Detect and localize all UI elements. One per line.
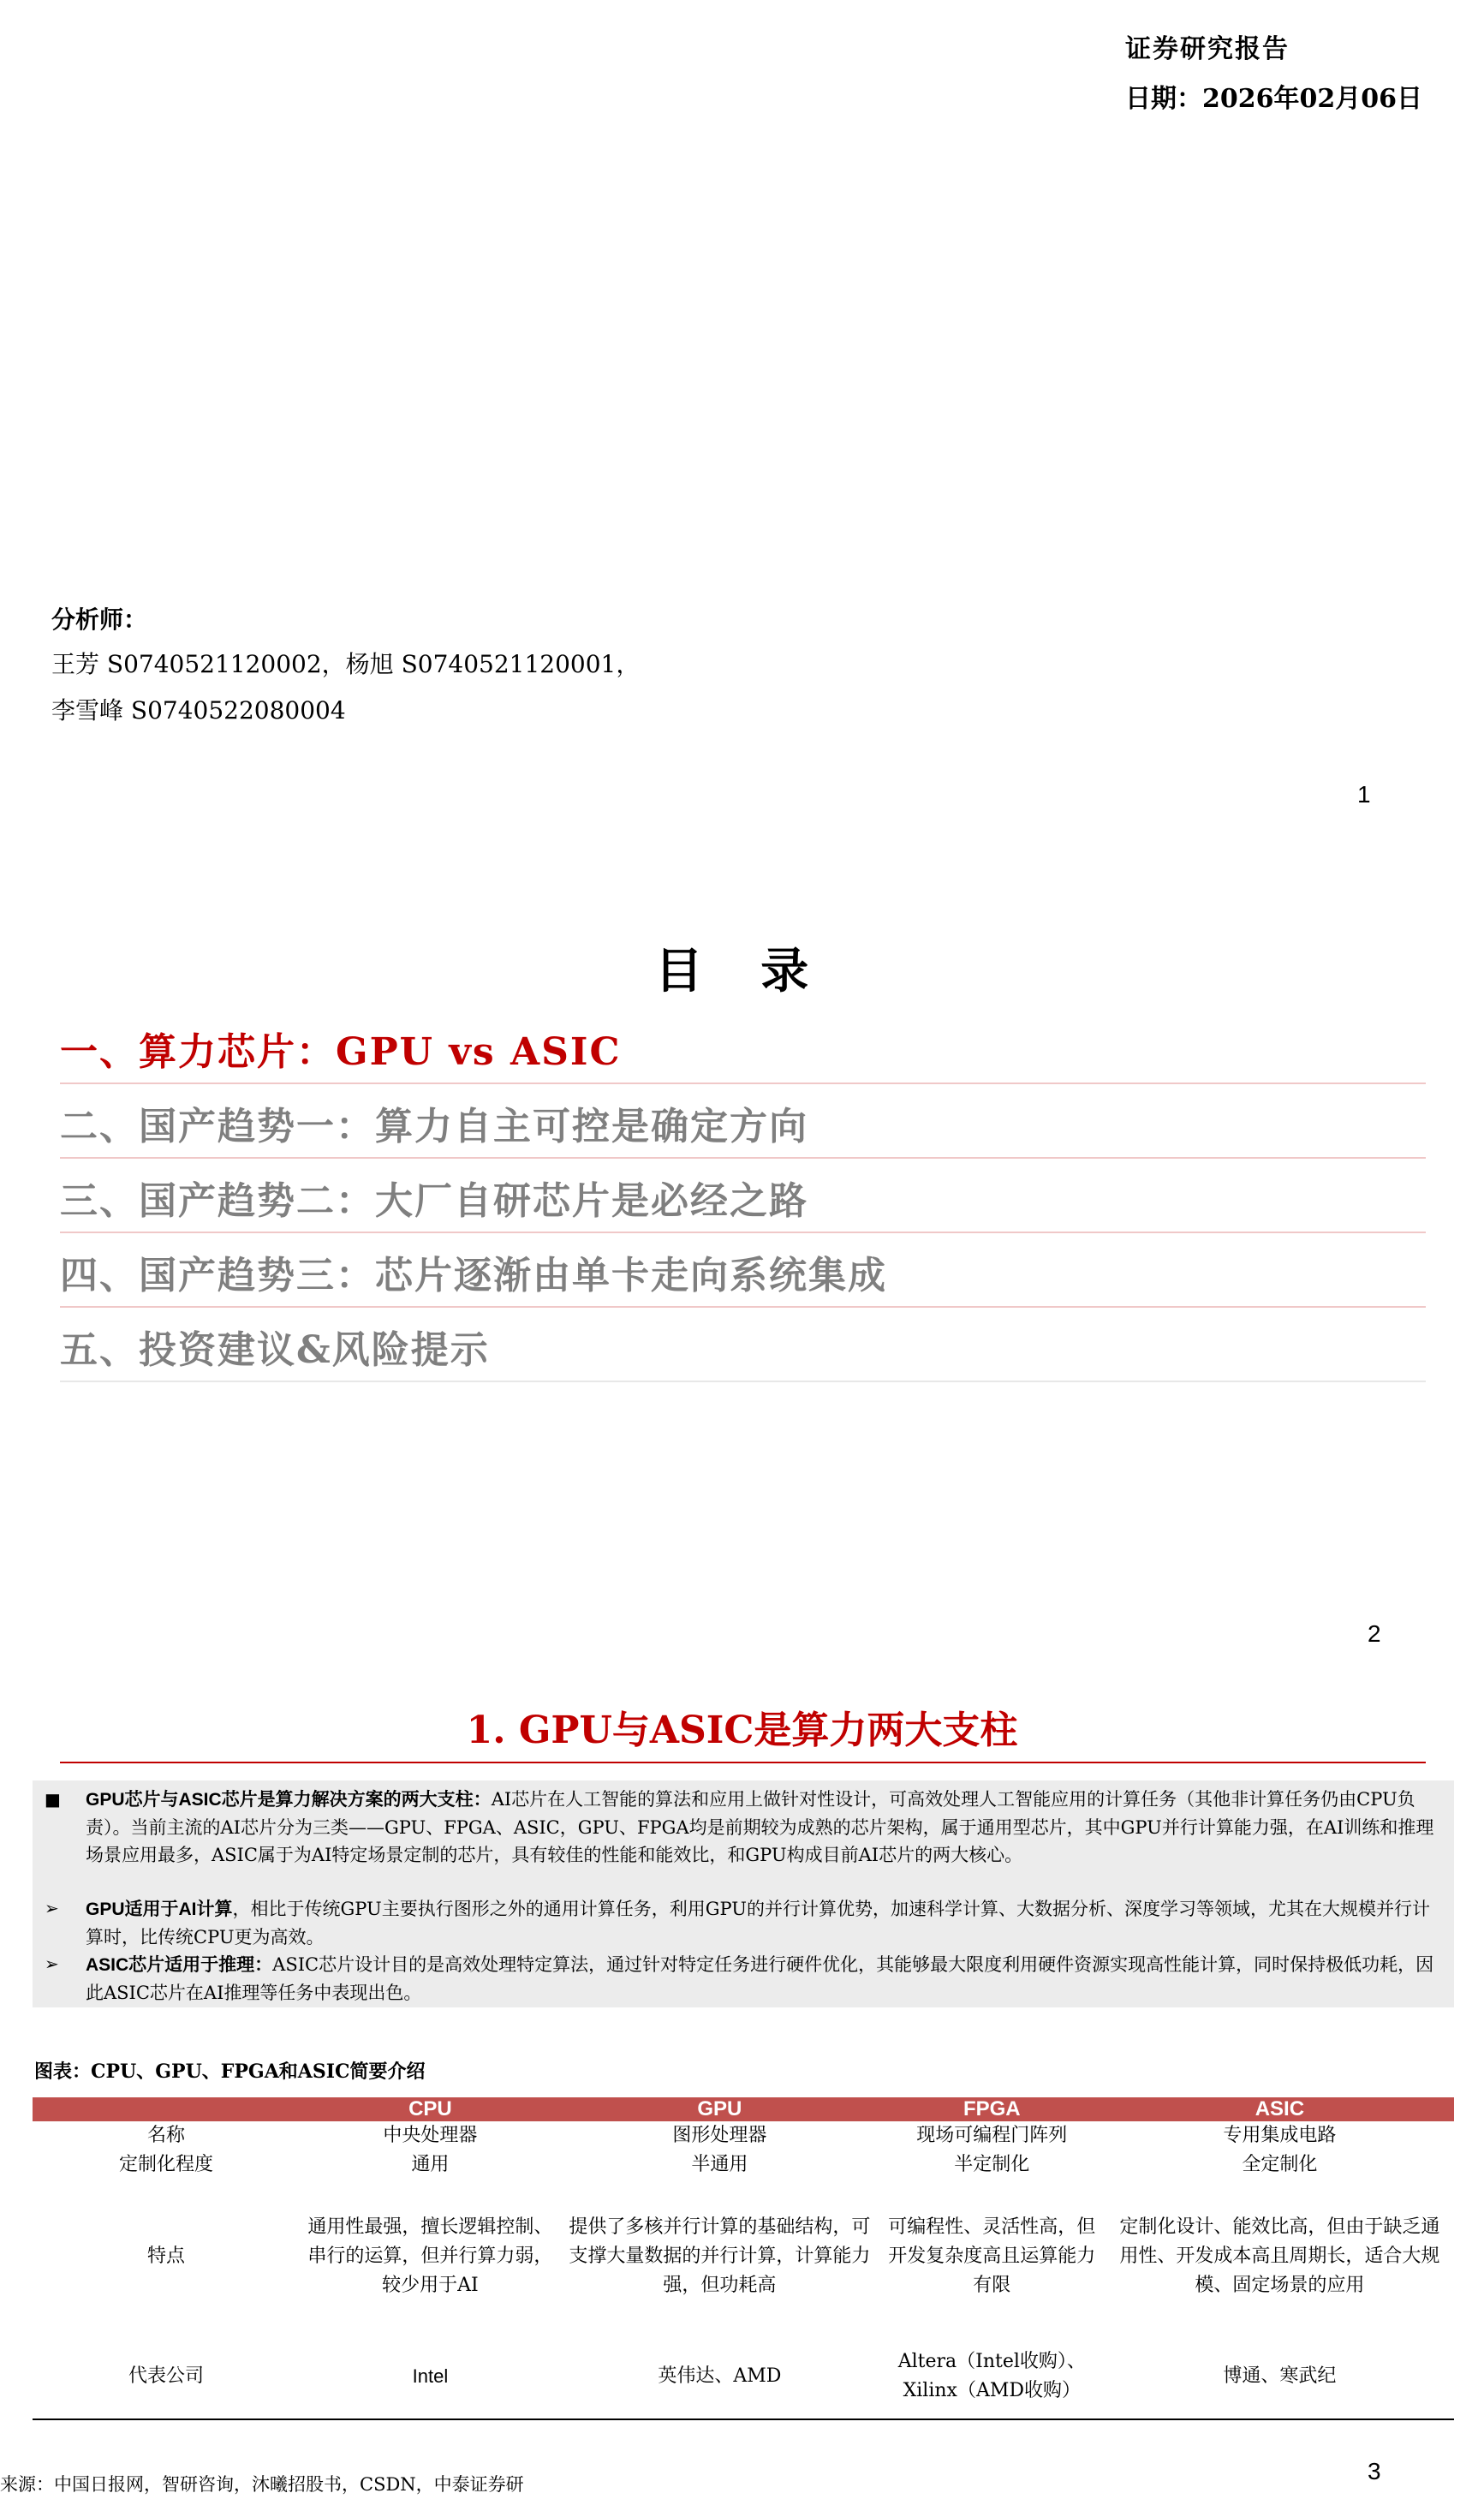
analyst-line-2: 李雪峰 S0740522080004 [51, 696, 346, 725]
table-cell: 定制化程度 [118, 2154, 213, 2175]
page-number-1: 1 [1357, 781, 1371, 808]
table-cell: 特点 [146, 2246, 185, 2267]
summary-box [33, 1780, 1454, 2007]
table-cell: Intel [300, 2334, 561, 2419]
analyst-line-1: 王芳 S0740521120002，杨旭 S0740521120001， [51, 650, 641, 678]
analyst-label: 分析师： [51, 605, 148, 634]
table-caption: 图表：CPU、GPU、FPGA和ASIC简要介绍 [34, 2061, 426, 2083]
table-header-cell: GPU [561, 2097, 879, 2121]
table-cell: 通用 [411, 2154, 450, 2175]
square-bullet-icon: ■ [45, 1789, 61, 1810]
arrow-bullet-icon: ➢ [45, 1898, 59, 1918]
summary-paragraph-1-lead: GPU芯片与ASIC芯片是算力解决方案的两大支柱： [86, 1790, 492, 1810]
table-cell: 代表公司 [33, 2334, 300, 2419]
comparison-table [33, 2097, 1454, 2420]
page-number-3: 3 [1368, 2458, 1381, 2484]
report-date: 日期：2026年02月06日 [1125, 84, 1422, 114]
table-cell: 专用集成电路 [1223, 2125, 1337, 2146]
table-cell: 名称 [146, 2125, 185, 2146]
summary-paragraph-2-lead: GPU适用于AI计算 [86, 1900, 233, 1919]
summary-paragraph-3 [86, 1951, 1439, 2007]
page-number-2: 2 [1368, 1620, 1381, 1647]
table-row [33, 2150, 1454, 2180]
toc-item-label: 四、国产趋势三：芯片逐渐由单卡走向系统集成 [60, 1254, 887, 1297]
table-header-row [33, 2097, 1454, 2121]
section-divider [60, 1762, 1426, 1763]
summary-paragraph-3-text: ASIC芯片设计目的是高效处理特定算法，通过针对特定任务进行硬件优化，其能够最大限度利用硬件资源实现高性能计算，同时保持极低功耗，因此ASIC芯片在AI推理等任务中表现出色。 [86, 1954, 1434, 2003]
toc-item-label: 三、国产趋势二：大厂自研芯片是必经之路 [60, 1179, 808, 1223]
table-cell: 图形处理器 [672, 2125, 767, 2146]
table-header-cell [33, 2097, 300, 2121]
table-header-cell: ASIC [1106, 2097, 1454, 2121]
table-row [33, 2180, 1454, 2334]
toc-item-label: 一、算力芯片：GPU vs ASIC [60, 1030, 622, 1074]
table-cell: 半定制化 [954, 2154, 1030, 2175]
summary-paragraph-1 [86, 1786, 1439, 1869]
arrow-bullet-icon: ➢ [45, 1953, 59, 1974]
table-cell: 现场可编程门阵列 [916, 2125, 1068, 2146]
toc-title: 目 录 [654, 943, 830, 999]
toc-item-3[interactable] [60, 1160, 1426, 1233]
table-cell: 中央处理器 [383, 2125, 478, 2146]
summary-paragraph-2 [86, 1895, 1439, 1951]
section-title: 1. GPU与ASIC是算力两大支柱 [466, 1709, 1018, 1752]
toc-item-label: 二、国产趋势一：算力自主可控是确定方向 [60, 1105, 808, 1148]
table-header-cell: CPU [300, 2097, 561, 2121]
summary-paragraph-2-text: ，相比于传统GPU主要执行图形之外的通用计算任务，利用GPU的并行计算优势，加速科学计算、大数据分析、深度学习等领域，尤其在大规模并行计算时，比传统CPU更为高效。 [86, 1899, 1430, 1947]
table-cell: 通用性最强，擅长逻辑控制、串行的运算，但并行算力弱，较少用于AI [307, 2216, 553, 2296]
toc-item-2[interactable] [60, 1085, 1426, 1159]
table-cell: 博通、寒武纪 [1106, 2334, 1454, 2419]
summary-paragraph-3-lead: ASIC芯片适用于推理： [86, 1955, 273, 1975]
source-note: 来源：中国日报网，智研咨询，沐曦招股书，CSDN，中泰证券研 [0, 2474, 524, 2495]
table-cell: 半通用 [691, 2154, 748, 2175]
table-cell: 提供了多核并行计算的基础结构，可支撑大量数据的并行计算，计算能力强，但功耗高 [569, 2216, 871, 2296]
report-type-title: 证券研究报告 [1125, 34, 1290, 64]
toc-item-5[interactable] [60, 1309, 1426, 1382]
toc-item-label: 五、投资建议&风险提示 [60, 1328, 490, 1372]
table-cell: 定制化设计、能效比高，但由于缺乏通用性、开发成本高且周期长，适合大规模、固定场景的应用 [1119, 2216, 1440, 2296]
table-cell: Altera（Intel收购）、Xilinx（AMD收购） [879, 2334, 1106, 2419]
table-cell: 英伟达、AMD [561, 2334, 879, 2419]
table-row [33, 2334, 1454, 2419]
table-row [33, 2121, 1454, 2150]
table-header-cell: FPGA [879, 2097, 1106, 2121]
toc-item-4[interactable] [60, 1234, 1426, 1308]
summary-paragraph-1-text: AI芯片在人工智能的算法和应用上做针对性设计，可高效处理人工智能应用的计算任务（其他非计算任务仍由CPU负责）。当前主流的AI芯片分为三类——GPU、FPGA、ASIC，GPU、FPGA均是前期较为成熟的芯片架构，属于通用型芯片，其中GPU并行计算能力强，在AI训练和推理场景应用最多，ASIC属于为AI特定场景定制的芯片，具有较佳的性能和能效比，和GPU构成目前AI芯片的两大核心。 [86, 1789, 1434, 1865]
table-cell: 可编程性、灵活性高，但开发复杂度高且运算能力有限 [888, 2216, 1096, 2296]
toc-item-1[interactable] [60, 1011, 1426, 1084]
table-cell: 全定制化 [1242, 2154, 1318, 2175]
